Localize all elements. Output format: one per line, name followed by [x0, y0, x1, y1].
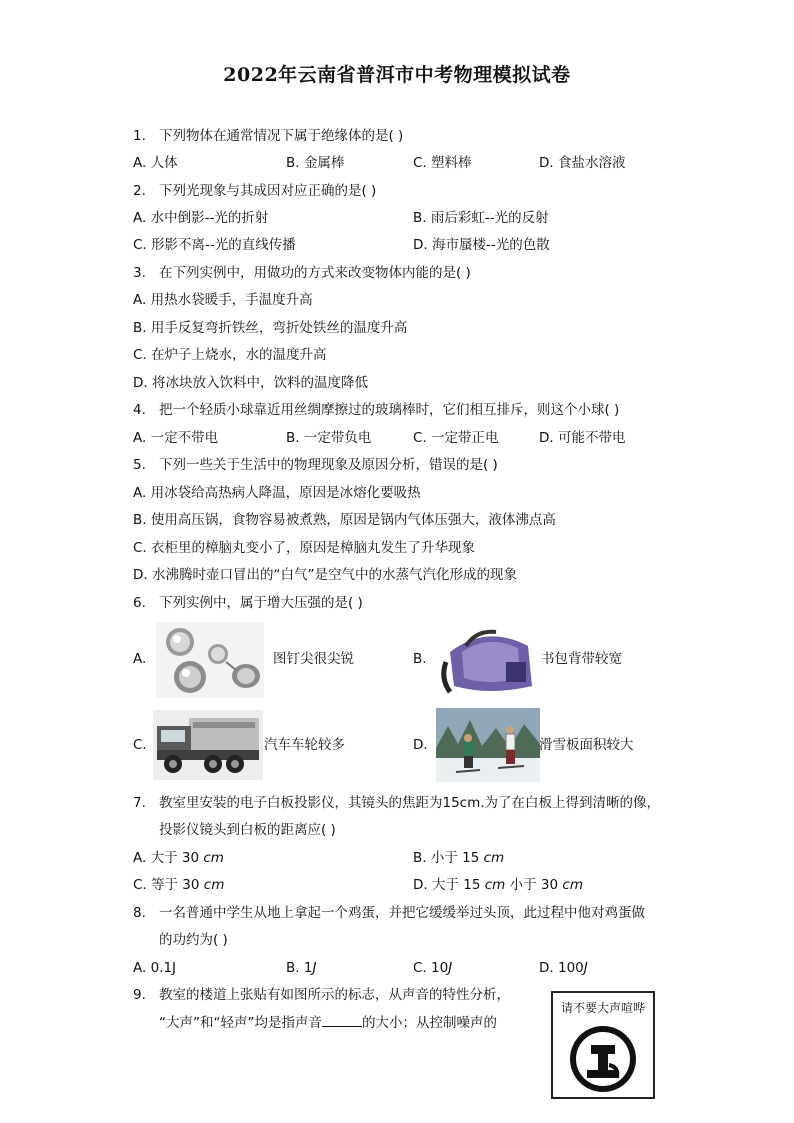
q6-option-b-text: 书包背带较宽: [541, 651, 622, 667]
q1-option-c: C. 塑料棒: [413, 155, 472, 171]
question-2-stem: 2. 下列光现象与其成因对应正确的是( ): [133, 183, 377, 199]
q1-option-a: A. 人体: [133, 155, 178, 171]
no-loud-voice-icon: [553, 1017, 653, 1097]
question-7-stem-line2: 投影仪镜头到白板的距离应( ): [159, 822, 336, 838]
q1-option-d: D. 食盐水溶液: [539, 155, 626, 171]
q6-option-a-label: A.: [133, 651, 147, 667]
backpack-image: [436, 622, 540, 698]
answer-blank: [322, 1014, 362, 1027]
q4-option-d: D. 可能不带电: [539, 430, 626, 446]
q2-option-b: B. 雨后彩虹--光的反射: [413, 210, 549, 226]
question-5-stem: 5. 下列一些关于生活中的物理现象及原因分析，错误的是( ): [133, 457, 498, 473]
q8-option-d: D. 100J: [539, 960, 588, 976]
quiet-sign: [551, 991, 655, 1099]
thumbtacks-image: [156, 622, 264, 698]
skiers-image: [436, 708, 540, 782]
question-7-stem-line1: 7. 教室里安装的电子白板投影仪，其镜头的焦距为15cm.为了在白板上得到清晰的像，: [133, 795, 661, 811]
q3-option-d: D. 将冰块放入饮料中，饮料的温度降低: [133, 375, 368, 391]
question-3-stem: 3. 在下列实例中，用做功的方式来改变物体内能的是( ): [133, 265, 471, 281]
q5-option-b: B. 使用高压锅，食物容易被煮熟，原因是锅内气体压强大，液体沸点高: [133, 512, 556, 528]
q2-option-d: D. 海市蜃楼--光的色散: [413, 237, 550, 253]
q5-option-a: A. 用冰袋给高热病人降温，原因是冰熔化要吸热: [133, 485, 421, 501]
question-8-stem-line2: 的功约为( ): [159, 932, 228, 948]
q8-option-b: B. 1J: [286, 960, 317, 976]
q2-option-a: A. 水中倒影--光的折射: [133, 210, 269, 226]
sign-text: 请不要大声喧哗: [560, 1001, 645, 1015]
page-title: 2022年云南省普洱市中考物理模拟试卷: [223, 64, 571, 86]
question-4-stem: 4. 把一个轻质小球靠近用丝绸摩擦过的玻璃棒时，它们相互排斥，则这个小球( ): [133, 402, 620, 418]
q7-option-c: C. 等于 30 cm: [133, 877, 225, 893]
q6-option-b-label: B.: [413, 651, 427, 667]
q6-option-d-label: D.: [413, 737, 428, 753]
question-9-stem-line2: “大声”和“轻声”均是指声音 的大小；从控制噪声的: [159, 1015, 497, 1031]
question-1-stem: 1. 下列物体在通常情况下属于绝缘体的是( ): [133, 128, 404, 144]
q6-option-c-label: C.: [133, 737, 147, 753]
q5-option-d: D. 水沸腾时壶口冒出的“白气”是空气中的水蒸气汽化形成的现象: [133, 567, 517, 583]
q7-option-b: B. 小于 15 cm: [413, 850, 505, 866]
q8-option-a: A. 0.1J: [133, 960, 177, 976]
q2-option-c: C. 形影不离--光的直线传播: [133, 237, 296, 253]
question-6-stem: 6. 下列实例中，属于增大压强的是( ): [133, 595, 363, 611]
truck-image: [153, 710, 263, 780]
q8-option-c: C. 10J: [413, 960, 453, 976]
question-8-stem-line1: 8. 一名普通中学生从地上拿起一个鸡蛋，并把它缓缓举过头顶，此过程中他对鸡蛋做: [133, 905, 645, 921]
q6-option-a-text: 图钉尖很尖锐: [273, 651, 354, 667]
q3-option-c: C. 在炉子上烧水，水的温度升高: [133, 347, 327, 363]
q7-option-a: A. 大于 30 cm: [133, 850, 224, 866]
q1-option-b: B. 金属棒: [286, 155, 345, 171]
q3-option-a: A. 用热水袋暖手，手温度升高: [133, 292, 313, 308]
q4-option-a: A. 一定不带电: [133, 430, 219, 446]
q6-option-c-text: 汽车车轮较多: [264, 737, 345, 753]
q7-option-d: D. 大于 15 cm 小于 30 cm: [413, 877, 583, 893]
q4-option-c: C. 一定带正电: [413, 430, 499, 446]
q4-option-b: B. 一定带负电: [286, 430, 372, 446]
question-9-stem-line1: 9. 教室的楼道上张贴有如图所示的标志，从声音的特性分析，: [133, 987, 510, 1003]
q3-option-b: B. 用手反复弯折铁丝，弯折处铁丝的温度升高: [133, 320, 408, 336]
q6-option-d-text: 滑雪板面积较大: [539, 737, 634, 753]
q5-option-c: C. 衣柜里的樟脑丸变小了，原因是樟脑丸发生了升华现象: [133, 540, 476, 556]
